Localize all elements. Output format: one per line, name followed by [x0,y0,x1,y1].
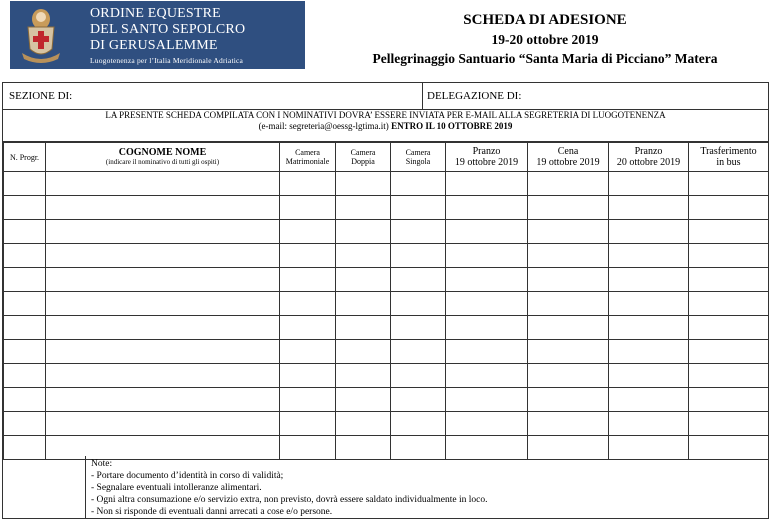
table-cell[interactable] [528,364,609,388]
notes-spacer [3,456,86,519]
table-cell[interactable] [46,340,280,364]
table-row [4,388,769,412]
table-cell[interactable] [391,268,446,292]
instructions-line-2 [3,121,768,132]
table-cell[interactable] [46,244,280,268]
col-pranzo-20: Pranzo 20 ottobre 2019 [609,143,689,172]
table-cell[interactable] [4,292,46,316]
table-cell[interactable] [609,388,689,412]
table-cell[interactable] [280,196,336,220]
table-cell[interactable] [280,388,336,412]
table-cell[interactable] [4,316,46,340]
table-cell[interactable] [528,340,609,364]
table-cell[interactable] [336,268,391,292]
table-cell[interactable] [391,244,446,268]
table-row [4,244,769,268]
table-cell[interactable] [689,220,769,244]
table-row [4,316,769,340]
table-row [4,412,769,436]
table-cell[interactable] [528,196,609,220]
table-cell[interactable] [336,340,391,364]
table-cell[interactable] [391,364,446,388]
table-row [4,220,769,244]
col-bus: Trasferimento in bus [689,143,769,172]
table-cell[interactable] [336,316,391,340]
table-cell[interactable] [446,196,528,220]
table-cell[interactable] [689,196,769,220]
org-name-line-3: DI GERUSALEMME [90,38,218,53]
table-cell[interactable] [4,364,46,388]
table-cell[interactable] [528,268,609,292]
table-cell[interactable] [280,172,336,196]
col-doppia: Camera Doppia [336,143,391,172]
table-cell[interactable] [336,412,391,436]
table-cell[interactable] [46,268,280,292]
table-cell[interactable] [336,196,391,220]
table-cell[interactable] [336,220,391,244]
submission-instructions [3,109,768,142]
table-cell[interactable] [391,172,446,196]
note-item: - Portare documento d’identità in corso di validità; [91,471,284,481]
instructions-line-1: LA PRESENTE SCHEDA COMPILATA CON I NOMINATIVI DOVRA’ ESSERE INVIATA PER E-MAIL ALLA SEGRETERIA DI LUOGOTENENZA [105,110,666,120]
table-cell[interactable] [609,412,689,436]
note-item: - Ogni altra consumazione e/o servizio extra, non previsto, dovrà essere saldato individualmente in loco. [91,495,488,505]
table-row [4,268,769,292]
order-logo-banner [10,1,305,69]
table-cell[interactable] [609,244,689,268]
table-cell[interactable] [528,172,609,196]
table-cell[interactable] [609,292,689,316]
table-cell[interactable] [689,388,769,412]
table-cell[interactable] [280,220,336,244]
table-cell[interactable] [46,388,280,412]
table-cell[interactable] [689,244,769,268]
table-cell[interactable] [528,412,609,436]
table-cell[interactable] [391,316,446,340]
col-singola: Camera Singola [391,143,446,172]
adhesion-form [2,82,769,519]
document-title-block [320,10,770,68]
table-cell[interactable] [4,412,46,436]
table-cell[interactable] [336,244,391,268]
event-dates: 19-20 ottobre 2019 [491,32,599,47]
table-cell[interactable] [280,244,336,268]
table-cell[interactable] [391,292,446,316]
table-cell[interactable] [528,388,609,412]
table-cell[interactable] [446,316,528,340]
org-subtitle: Luogotenenza per l’Italia Meridionale Adriatica [90,56,244,65]
table-cell[interactable] [280,412,336,436]
table-cell[interactable] [609,316,689,340]
table-cell[interactable] [609,340,689,364]
table-cell[interactable] [609,196,689,220]
table-cell[interactable] [336,364,391,388]
table-row [4,292,769,316]
table-cell[interactable] [528,292,609,316]
table-cell[interactable] [528,220,609,244]
section-row [3,83,768,110]
table-cell[interactable] [46,316,280,340]
table-cell[interactable] [280,268,336,292]
table-cell[interactable] [46,172,280,196]
table-row [4,172,769,196]
table-cell[interactable] [391,220,446,244]
table-cell[interactable] [446,244,528,268]
sezione-field[interactable]: SEZIONE DI: [3,83,423,109]
notes-section [3,456,768,519]
delegazione-field[interactable]: DELEGAZIONE DI: [427,90,522,102]
col-progr: N. Progr. [4,143,46,172]
instructions-email: (e-mail: segreteria@oessg-lgtima.it) [258,121,392,131]
table-cell[interactable] [446,388,528,412]
table-cell[interactable] [446,412,528,436]
table-cell[interactable] [689,268,769,292]
table-cell[interactable] [689,364,769,388]
col-pranzo-19: Pranzo 19 ottobre 2019 [446,143,528,172]
table-cell[interactable] [336,292,391,316]
table-cell[interactable] [4,340,46,364]
col-matrimoniale: Camera Matrimoniale [280,143,336,172]
table-cell[interactable] [609,364,689,388]
event-name: Pellegrinaggio Santuario “Santa Maria di Picciano” Matera [372,51,718,66]
note-item: - Segnalare eventuali intolleranze alimentari. [91,483,262,493]
table-cell[interactable] [689,412,769,436]
table-cell[interactable] [280,364,336,388]
table-cell[interactable] [528,316,609,340]
org-name-line-2: DEL SANTO SEPOLCRO [90,22,246,37]
table-header-row [4,143,769,172]
table-cell[interactable] [46,364,280,388]
col-nome: COGNOME NOME (indicare il nominativo di tutti gli ospiti) [46,143,280,172]
table-row [4,364,769,388]
table-cell[interactable] [391,412,446,436]
table-cell[interactable] [46,196,280,220]
table-row [4,340,769,364]
table-cell[interactable] [336,388,391,412]
table-cell[interactable] [4,196,46,220]
participants-table [3,142,769,460]
table-cell[interactable] [689,340,769,364]
table-cell[interactable] [609,268,689,292]
table-cell[interactable] [4,172,46,196]
table-cell[interactable] [46,220,280,244]
table-cell[interactable] [446,172,528,196]
table-row [4,196,769,220]
table-cell[interactable] [446,364,528,388]
table-cell[interactable] [689,316,769,340]
table-cell[interactable] [446,340,528,364]
table-cell[interactable] [4,268,46,292]
note-item: - Non si risponde di eventuali danni arrecati a cose e/o persone. [91,507,333,517]
table-cell[interactable] [4,244,46,268]
table-cell[interactable] [689,292,769,316]
notes-title: Note: [91,459,113,469]
document-title: SCHEDA DI ADESIONE [463,12,627,28]
table-cell[interactable] [4,220,46,244]
col-cena-19: Cena 19 ottobre 2019 [528,143,609,172]
table-cell[interactable] [336,172,391,196]
table-cell[interactable] [280,292,336,316]
crest-icon [18,5,64,65]
table-cell[interactable] [609,220,689,244]
table-cell[interactable] [391,340,446,364]
table-cell[interactable] [391,388,446,412]
table-cell[interactable] [689,172,769,196]
instructions-deadline: ENTRO IL 10 OTTOBRE 2019 [391,121,513,131]
participants-rows [4,172,769,460]
table-cell[interactable] [391,196,446,220]
table-cell[interactable] [446,268,528,292]
table-cell[interactable] [280,340,336,364]
table-cell[interactable] [609,172,689,196]
table-cell[interactable] [446,220,528,244]
notes-list [91,458,488,518]
table-cell[interactable] [46,292,280,316]
table-cell[interactable] [446,292,528,316]
table-cell[interactable] [4,388,46,412]
table-cell[interactable] [46,412,280,436]
org-name-line-1: ORDINE EQUESTRE [90,6,221,21]
table-cell[interactable] [280,316,336,340]
table-cell[interactable] [528,244,609,268]
